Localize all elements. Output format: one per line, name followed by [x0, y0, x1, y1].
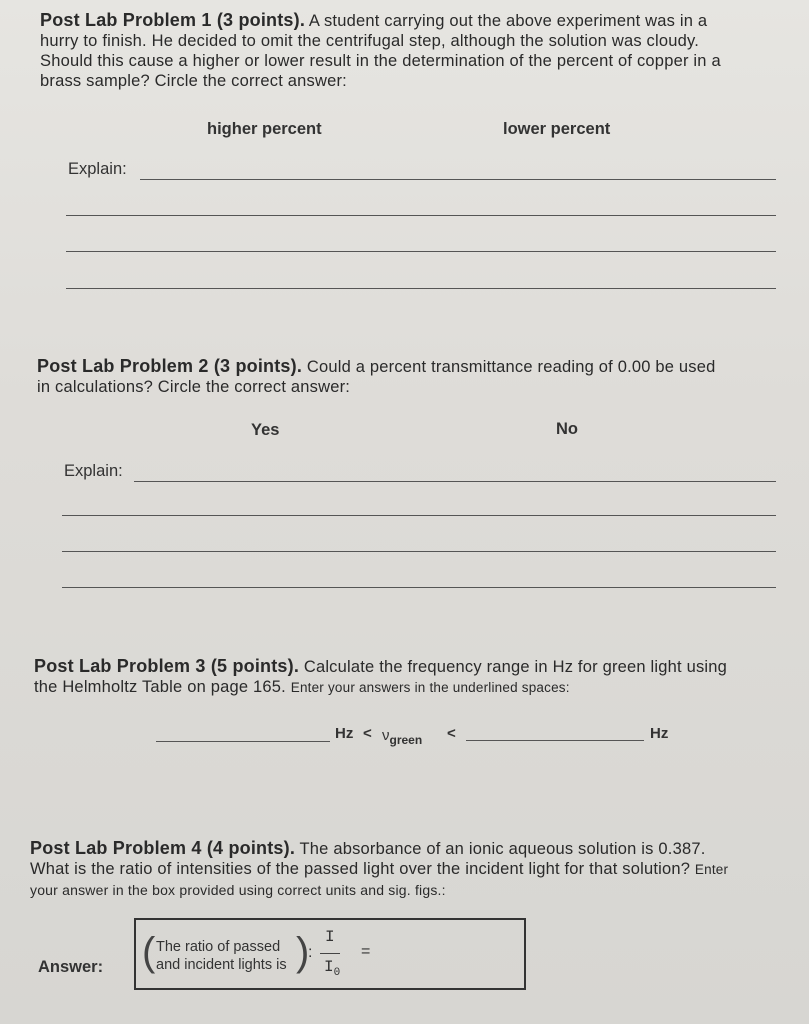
denominator-subscript: 0 — [333, 967, 341, 980]
problem-4-line-1: The absorbance of an ionic aqueous solution is 0.387. — [299, 840, 706, 858]
problem-1-answer-line-2[interactable] — [66, 215, 776, 216]
left-parenthesis: ( — [142, 930, 156, 974]
problem-3-line-1: Calculate the frequency range in Hz for green light using — [303, 658, 728, 676]
problem-3-instruction: Enter your answers in the underlined spaces: — [290, 680, 570, 695]
problem-1-heading: Post Lab Problem 1 (3 points). — [40, 10, 306, 30]
problem-2-answer-line-1[interactable] — [134, 481, 776, 482]
problem-3-text — [34, 656, 804, 698]
ratio-label — [156, 938, 287, 974]
problem-4-heading: Post Lab Problem 4 (4 points). — [30, 838, 296, 858]
problem-1-line-1: A student carrying out the above experiment was in a — [308, 12, 708, 30]
hz-unit-right: Hz — [650, 725, 669, 742]
choice-higher-percent[interactable]: higher percent — [207, 120, 322, 138]
problem-2-answer-line-2[interactable] — [62, 515, 776, 516]
hz-unit-left: Hz — [335, 725, 354, 742]
problem-3-heading: Post Lab Problem 3 (5 points). — [34, 656, 300, 676]
problem-4-line-3: your answer in the box provided using correct units and sig. figs.: — [30, 882, 446, 898]
problem-2-explain-label: Explain: — [64, 462, 123, 480]
less-than-left: < — [363, 725, 372, 742]
ratio-label-line-1: The ratio of passed — [156, 939, 281, 955]
nu-subscript: green — [389, 733, 423, 747]
problem-1-answer-line-3[interactable] — [66, 251, 776, 252]
less-than-right: < — [447, 725, 456, 742]
problem-2-text — [37, 356, 797, 397]
problem-3-line-2: the Helmholtz Table on page 165. — [34, 678, 286, 696]
frequency-lower-bound-field[interactable] — [156, 741, 330, 742]
problem-1-line-3: Should this cause a higher or lower result in the determination of the percent of copper in a — [40, 52, 721, 70]
problem-1-line-4: brass sample? Circle the correct answer: — [40, 72, 347, 90]
ratio-label-line-2: and incident lights is — [156, 957, 287, 973]
problem-2-answer-line-4[interactable] — [62, 587, 776, 588]
problem-2-heading: Post Lab Problem 2 (3 points). — [37, 356, 303, 376]
problem-2-answer-line-3[interactable] — [62, 551, 776, 552]
colon: : — [308, 944, 313, 961]
fraction-numerator: I — [325, 928, 335, 946]
problem-1-answer-line-1[interactable] — [140, 179, 776, 180]
choice-yes[interactable]: Yes — [251, 421, 280, 439]
choice-lower-percent[interactable]: lower percent — [503, 120, 611, 138]
nu-green-symbol — [382, 727, 422, 747]
nu-symbol: ν — [382, 727, 390, 744]
problem-1-answer-line-4[interactable] — [66, 288, 776, 289]
problem-2-line-2: in calculations? Circle the correct answer: — [37, 378, 351, 396]
problem-4-enter-word: Enter — [694, 862, 729, 877]
equals-sign: = — [361, 943, 371, 960]
problem-1-explain-label: Explain: — [68, 160, 127, 178]
choice-no[interactable]: No — [556, 420, 578, 438]
right-parenthesis: ) — [296, 930, 310, 974]
problem-1-line-2: hurry to finish. He decided to omit the centrifugal step, although the solution was cloudy. — [40, 32, 700, 50]
answer-label: Answer: — [38, 958, 104, 976]
problem-4-text — [30, 838, 805, 900]
problem-1-text — [40, 10, 800, 91]
problem-4-line-2: What is the ratio of intensities of the passed light over the incident light for that solution? — [30, 860, 691, 878]
fraction-bar — [320, 953, 340, 954]
denominator-letter: I — [324, 958, 334, 976]
answer-box[interactable] — [134, 918, 526, 990]
fraction-denominator — [324, 958, 340, 979]
frequency-upper-bound-field[interactable] — [466, 740, 644, 741]
problem-2-line-1: Could a percent transmittance reading of 0.00 be used — [306, 358, 716, 376]
